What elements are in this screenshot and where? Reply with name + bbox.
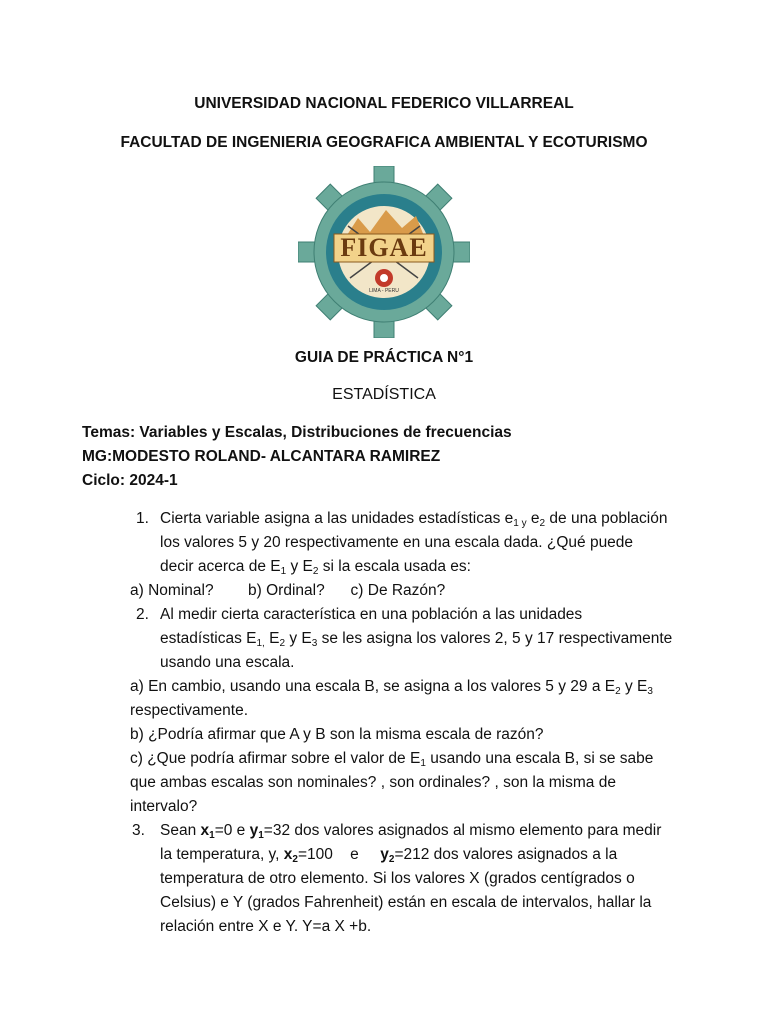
faculty-name: FACULTAD DE INGENIERIA GEOGRAFICA AMBIENTAL Y ECOTURISMO bbox=[120, 134, 648, 151]
question-1-number: 1. bbox=[136, 510, 149, 527]
question-1 bbox=[130, 507, 694, 579]
subject: ESTADÍSTICA bbox=[332, 386, 436, 403]
question-2-part-b: b) ¿Podría afirmar que A y B son la misma escala de razón? bbox=[130, 726, 544, 743]
question-3-line-2: la temperatura, y, $x_2=100$ e $y_2=212$ dos valores asignados a la bbox=[160, 846, 618, 865]
question-2-part-a-line-2: respectivamente. bbox=[130, 702, 249, 719]
question-1-options: a) Nominal? b) Ordinal? c) De Razón? bbox=[130, 582, 446, 599]
guide-title: GUIA DE PRÁCTICA N°1 bbox=[294, 349, 474, 366]
question-3 bbox=[130, 819, 694, 939]
logo-city: LIMA - PERU bbox=[369, 288, 399, 294]
question-2-parts bbox=[130, 675, 694, 819]
question-3-line-4: Celsius) e Y (grados Fahrenheit) están en escala de intervalos, hallar la bbox=[160, 894, 652, 911]
cycle: Ciclo: 2024-1 bbox=[82, 472, 178, 489]
question-2-line-3: usando una escala. bbox=[160, 654, 295, 671]
question-3-line-5: relación entre X e Y. Y=a X +b. bbox=[160, 918, 372, 935]
question-2-number: 2. bbox=[136, 606, 149, 623]
question-1-line-3: decir acerca de $E_1$ y $E_2$ si la escala usada es: bbox=[160, 558, 471, 577]
question-1-line-2: los valores 5 y 20 respectivamente en una escala dada. ¿Qué puede bbox=[160, 534, 634, 551]
question-2-part-c-line-2: que ambas escalas son nominales? , son ordinales? , son la misma de bbox=[130, 774, 616, 791]
question-3-line-3: temperatura de otro elemento. Si los valores X (grados centígrados o bbox=[160, 870, 635, 887]
logo-text: FIGAE bbox=[340, 233, 428, 262]
question-2-part-a-line-1: a) En cambio, usando una escala B, se asigna a los valores 5 y 29 a $E_2$ y $E_3$ bbox=[130, 678, 653, 697]
question-2-part-c-line-3: intervalo? bbox=[130, 798, 198, 815]
question-3-line-1: Sean $x_1=0$ e $y_1=32$ dos valores asignados al mismo elemento para medir bbox=[160, 822, 662, 841]
figae-logo bbox=[298, 166, 470, 338]
question-2-line-1: Al medir cierta característica en una población a las unidades bbox=[160, 606, 583, 623]
university-name: UNIVERSIDAD NACIONAL FEDERICO VILLARREAL bbox=[194, 95, 574, 112]
question-1-line-1: Cierta variable asigna a las unidades estadísticas $e_{1 y}$ $e_2$ de una población bbox=[160, 510, 668, 529]
question-2-part-c-line-1: c) ¿Que podría afirmar sobre el valor de $E_1$ usando una escala B, si se sabe bbox=[130, 750, 654, 769]
teacher: MG:MODESTO ROLAND- ALCANTARA RAMIREZ bbox=[82, 448, 441, 465]
topics: Temas: Variables y Escalas, Distribuciones de frecuencias bbox=[82, 424, 512, 441]
question-2-line-2: estadísticas $E_{1,}$ $E_2$ y $E_3$ se les asigna los valores 2, 5 y 17 respectivamente bbox=[160, 630, 673, 649]
question-2 bbox=[130, 603, 694, 675]
question-3-number: 3. bbox=[132, 822, 145, 839]
